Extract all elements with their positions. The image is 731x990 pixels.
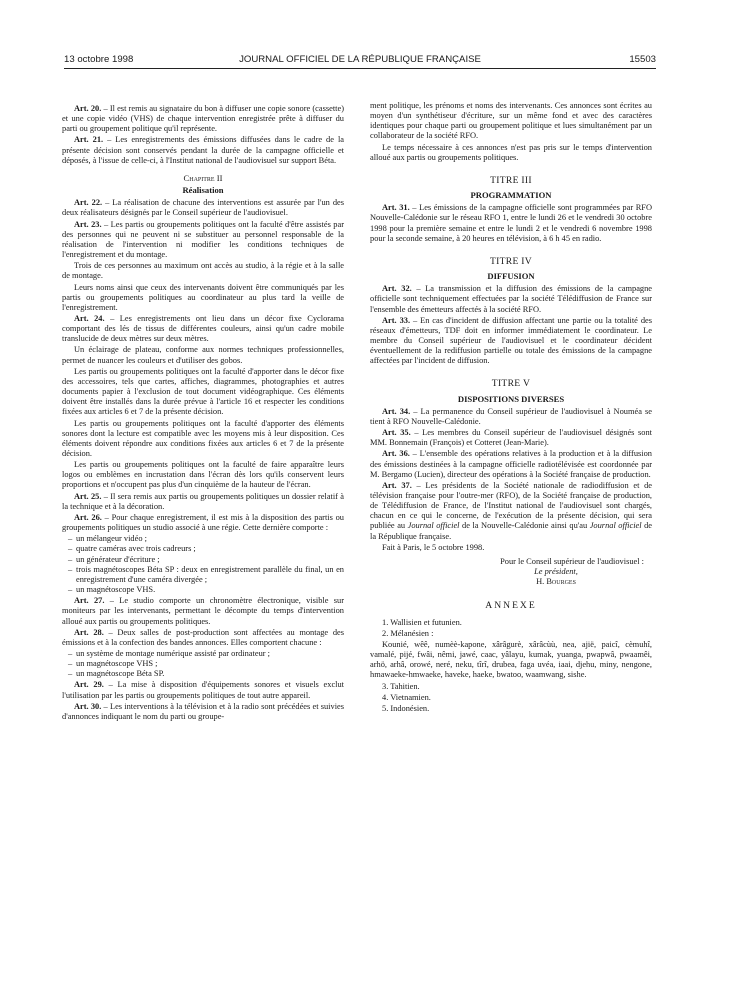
list-item: – trois magnétoscopes Béta SP : deux en enregistrement parallèle du final, un en enregistrement d'une caméra divergée ;: [76, 565, 344, 585]
article-label: Art. 21.: [74, 135, 104, 145]
paragraph: ment politique, les prénoms et noms des intervenants. Ces annonces sont écrites au moyen d'un synthétiseur d'écriture, sur un même fond et avec des caractères identiques pour chaque parti ou groupement politique et lues simultanément par un collaborateur de la société RFO.: [370, 101, 652, 141]
titre-iii-heading: PROGRAMMATION: [470, 190, 552, 201]
paragraph: Les partis ou groupements politiques ont la faculté d'apporter dans le décor fixe des accessoires, tels que cartes, affiches, diagrammes, photographies et autres documents papier à l'exclusion de tout document vidéographique. Ces éléments doivent être installés dans la durée prévue à l'article 16 et respecter les conditions fixées aux articles 6 et 7 de la présente décision.: [62, 366, 344, 417]
article-27: [62, 596, 344, 626]
article-label: Art. 33.: [382, 315, 411, 325]
paragraph: Le temps nécessaire à ces annonces n'est pas pris sur le temps d'intervention alloué aux partis ou groupements politiques.: [370, 142, 652, 162]
titre-iv: TITRE IV: [489, 255, 533, 267]
journal-officiel-ref: Journal officiel: [407, 521, 460, 531]
right-column: [370, 101, 652, 715]
article-label: Art. 36.: [382, 449, 410, 459]
article-21: [62, 135, 344, 165]
paragraph: Les partis ou groupements politiques ont la faculté de faire apparaître leurs logos ou emblèmes en incrustation dans l'écran dès lors qu'ils conservent leurs proportions et n'occupent pas plus d'un cinquième de la hauteur de l'écran.: [62, 460, 344, 490]
article-text: – Il sera remis aux partis ou groupements politiques un dossier relatif à la technique et à la décoration.: [62, 491, 345, 511]
article-text: – Les partis ou groupements politiques ont la faculté d'être assistés par des personnes qui ne peuvent ni se substituer au personnel responsable de la réalisation de l'intervention ni modifier les conditions techniques de l'enregistrement et du montage.: [62, 219, 344, 260]
titre-iv-heading: DIFFUSION: [487, 271, 535, 282]
article-label: Art. 30.: [74, 701, 102, 711]
article-label: Art. 28.: [74, 627, 104, 637]
article-35: [370, 428, 652, 448]
article-label: Art. 32.: [382, 284, 412, 294]
article-34: [370, 407, 652, 427]
titre-iii: TITRE III: [490, 174, 532, 186]
signature-role: Le président,: [534, 567, 578, 577]
article-label: Art. 26.: [74, 512, 102, 522]
article-label: Art. 29.: [74, 680, 104, 690]
paragraph: Les partis ou groupements politiques ont la faculté d'apporter des éléments sonores dont la lecture est compatible avec les moyens mis à leur disposition. Ces éléments doivent répondre aux conditions fixées aux articles 6 et 7 de la présente décision.: [62, 418, 344, 458]
titre-v: TITRE V: [491, 378, 531, 390]
article-label: Art. 27.: [74, 596, 105, 606]
article-label: Art. 23.: [74, 219, 102, 229]
article-28: [62, 628, 344, 648]
article-text: – Les enregistrements des émissions diffusées dans le cadre de la présente décision sont conservés pendant la durée de la campagne officielle et déposés, à l'issue de celle-ci, à l'Institut national de l'audiovisuel sur support Béta.: [62, 135, 344, 165]
article-31: [370, 203, 652, 244]
article-label: Art. 34.: [382, 406, 411, 416]
signature-name: H. Bourges: [536, 577, 576, 587]
article-30: [62, 702, 344, 722]
article-text: – Deux salles de post-production sont affectées au montage des émissions et à la confection des bandes annonces. Elles comportent chacune :: [62, 627, 344, 647]
article-29: [62, 680, 344, 700]
article-text: – Pour chaque enregistrement, il est mis à la disposition des partis ou groupements politiques un studio associé à une régie. Cette dernière comporte :: [62, 512, 344, 533]
article-32: [370, 284, 652, 314]
list-item: – un magnétoscope VHS.: [76, 585, 344, 595]
header-date: 13 octobre 1998: [64, 54, 134, 65]
equipment-list: [62, 534, 344, 595]
list-item: 4. Vietnamien.: [382, 692, 431, 702]
list-item: 1. Wallisien et futunien.: [382, 617, 462, 627]
post-production-list: [62, 649, 344, 679]
signature-block: [370, 557, 652, 587]
list-item: – un générateur d'écriture ;: [76, 555, 344, 565]
list-item: – un système de montage numérique assisté par ordinateur ;: [76, 649, 344, 659]
article-26: [62, 513, 344, 533]
paragraph: Leurs noms ainsi que ceux des intervenants doivent être communiqués par les partis ou groupements politiques au coordinateur au plus tard la veille de l'enregistrement.: [62, 282, 344, 312]
list-item: – un mélangeur vidéo ;: [76, 534, 344, 544]
article-36: [370, 449, 652, 479]
article-text: – La transmission et la diffusion des émissions de la campagne officielle sont techniquement effectuées par la société Télédiffusion de France sur l'ensemble des émetteurs affectés à la société RFO.: [370, 284, 653, 314]
list-item: 3. Tahitien.: [382, 681, 420, 691]
melanesian-languages: Kounié, wêê, numèè-kapone, xârâgurè, xârâcùù, nea, ajië, paicî, cèmuhî, vamalé, pijé, fwâi, nêmi, jawé, caac, yâlayu, kumak, yuanga, pwapwâ, pwaamêi, arhö, arhâ, orowé, neré, neku, tîrî, drubea, faga uvéa, iaai, djehu, miny, nengone, hmawaeke-hmwaeke, haveke, haeke, bwatoo, waamwang, sishe.: [370, 639, 652, 680]
article-24: [62, 314, 344, 344]
article-37: [370, 481, 652, 542]
list-item: 5. Indonésien.: [382, 703, 430, 713]
article-label: Art. 31.: [382, 203, 410, 213]
article-label: Art. 37.: [382, 480, 412, 490]
article-text: de la République française.: [370, 521, 653, 541]
article-23: [62, 220, 344, 261]
article-text: – Le studio comporte un chronomètre électronique, visible sur moniteurs par les intervenants, permettant le décompte du temps d'intervention alloué aux partis ou groupements politiques.: [62, 596, 344, 626]
article-text: de la Nouvelle-Calédonie ainsi qu'au: [459, 521, 590, 531]
header-title: JOURNAL OFFICIEL DE LA RÉPUBLIQUE FRANÇAISE: [239, 54, 481, 65]
signature-for: Pour le Conseil supérieur de l'audiovisuel :: [500, 556, 644, 566]
list-item: – un magnétoscope VHS ;: [76, 659, 344, 669]
article-22: [62, 198, 344, 218]
paragraph: Un éclairage de plateau, conforme aux normes techniques professionnelles, permet de nuancer les couleurs et d'utiliser des gobos.: [62, 345, 344, 365]
list-item: 2. Mélanésien :: [382, 628, 434, 638]
article-25: [62, 492, 344, 512]
article-text: – Il est remis au signataire du bon à diffuser une copie sonore (cassette) et une copie vidéo (VHS) de chaque intervention enregistrée prête à diffuser du parti ou groupement politique qu'il représente.: [62, 104, 344, 134]
article-text: – Les présidents de la Société nationale de radiodiffusion et de télévision française pour l'outre-mer (RFO), de la Société française de production, de Télédiffusion de France, de l'Institut national de l'audiovisuel sont chargés, chacun en ce qui le concerne, de l'exécution de la présente décision, qui sera publiée au: [370, 480, 653, 531]
article-label: Art. 24.: [74, 313, 105, 323]
chapter-title: Chapitre II: [183, 172, 223, 183]
left-column: [62, 104, 344, 723]
paragraph: Trois de ces personnes au maximum ont accès au studio, à la régie et à la salle de montage.: [62, 261, 344, 281]
list-item: – un magnétoscope Béta SP.: [76, 669, 344, 679]
article-text: – Les émissions de la campagne officielle sont programmées par RFO Nouvelle-Calédonie sur le réseau RFO 1, entre le lundi 26 et le vendredi 30 octobre 1998 pour la première semaine et entre le lundi 2 et le vendredi 6 novembre 1998 pour la seconde semaine, à 20 heures en télévision, à 6 h 45 en radio.: [370, 203, 653, 243]
article-text: – La réalisation de chacune des interventions est assurée par l'un des deux réalisateurs désignés par le Conseil supérieur de l'audiovisuel.: [62, 198, 344, 218]
article-label: Art. 35.: [382, 428, 411, 438]
header-page-number: 15503: [629, 54, 656, 65]
list-item: – quatre caméras avec trois cadreurs ;: [76, 544, 344, 554]
article-text: – En cas d'incident de diffusion affectant une partie ou la totalité des réseaux d'émetteurs, TDF doit en informer immédiatement le coordinateur. Le membre du Conseil supérieur de l'audiovisuel et le coordinateur décident éventuellement de la rediffusion partielle ou totale des émissions de la campagne affectées par l'incident de diffusion.: [370, 315, 652, 366]
annexe-list: [370, 618, 652, 639]
article-text: – Les interventions à la télévision et à la radio sont précédées et suivies d'annonces indiquant le nom du parti ou groupe-: [62, 701, 345, 721]
header-rule: [64, 68, 656, 69]
chapter-heading: Réalisation: [182, 185, 224, 196]
page-header: [64, 54, 656, 68]
annexe-title: ANNEXE: [485, 600, 537, 612]
article-label: Art. 25.: [74, 491, 102, 501]
article-text: – La permanence du Conseil supérieur de l'audiovisuel à Nouméa se tient à RFO Nouvelle-Calédonie.: [370, 406, 652, 426]
journal-officiel-ref: Journal officiel: [589, 521, 642, 531]
signature-date: Fait à Paris, le 5 octobre 1998.: [382, 542, 485, 552]
article-text: – Les membres du Conseil supérieur de l'audiovisuel désignés sont MM. Bonnemain (François) et Cotteret (Jean-Marie).: [370, 428, 652, 448]
titre-v-heading: DISPOSITIONS DIVERSES: [457, 393, 565, 404]
article-33: [370, 316, 652, 367]
article-text: – La mise à disposition d'équipements sonores et visuels exclut l'utilisation par les partis ou groupements politiques de tout autre appareil.: [62, 680, 345, 700]
article-label: Art. 20.: [74, 104, 102, 113]
article-text: – Les enregistrements ont lieu dans un décor fixe Cyclorama comportant des lés de tissus de différentes couleurs, ainsi qu'un cadre mobile translucide de deux mètres sur deux mètres.: [62, 313, 344, 344]
article-text: – L'ensemble des opérations relatives à la production et à la diffusion des émissions destinées à la campagne officielle radiotélévisée est coordonnée par M. Bergamo (Lucien), directeur des opérations à la Société française de production.: [370, 449, 652, 479]
article-20: [62, 104, 344, 134]
annexe-list-continued: [370, 682, 652, 714]
article-label: Art. 22.: [74, 198, 103, 208]
